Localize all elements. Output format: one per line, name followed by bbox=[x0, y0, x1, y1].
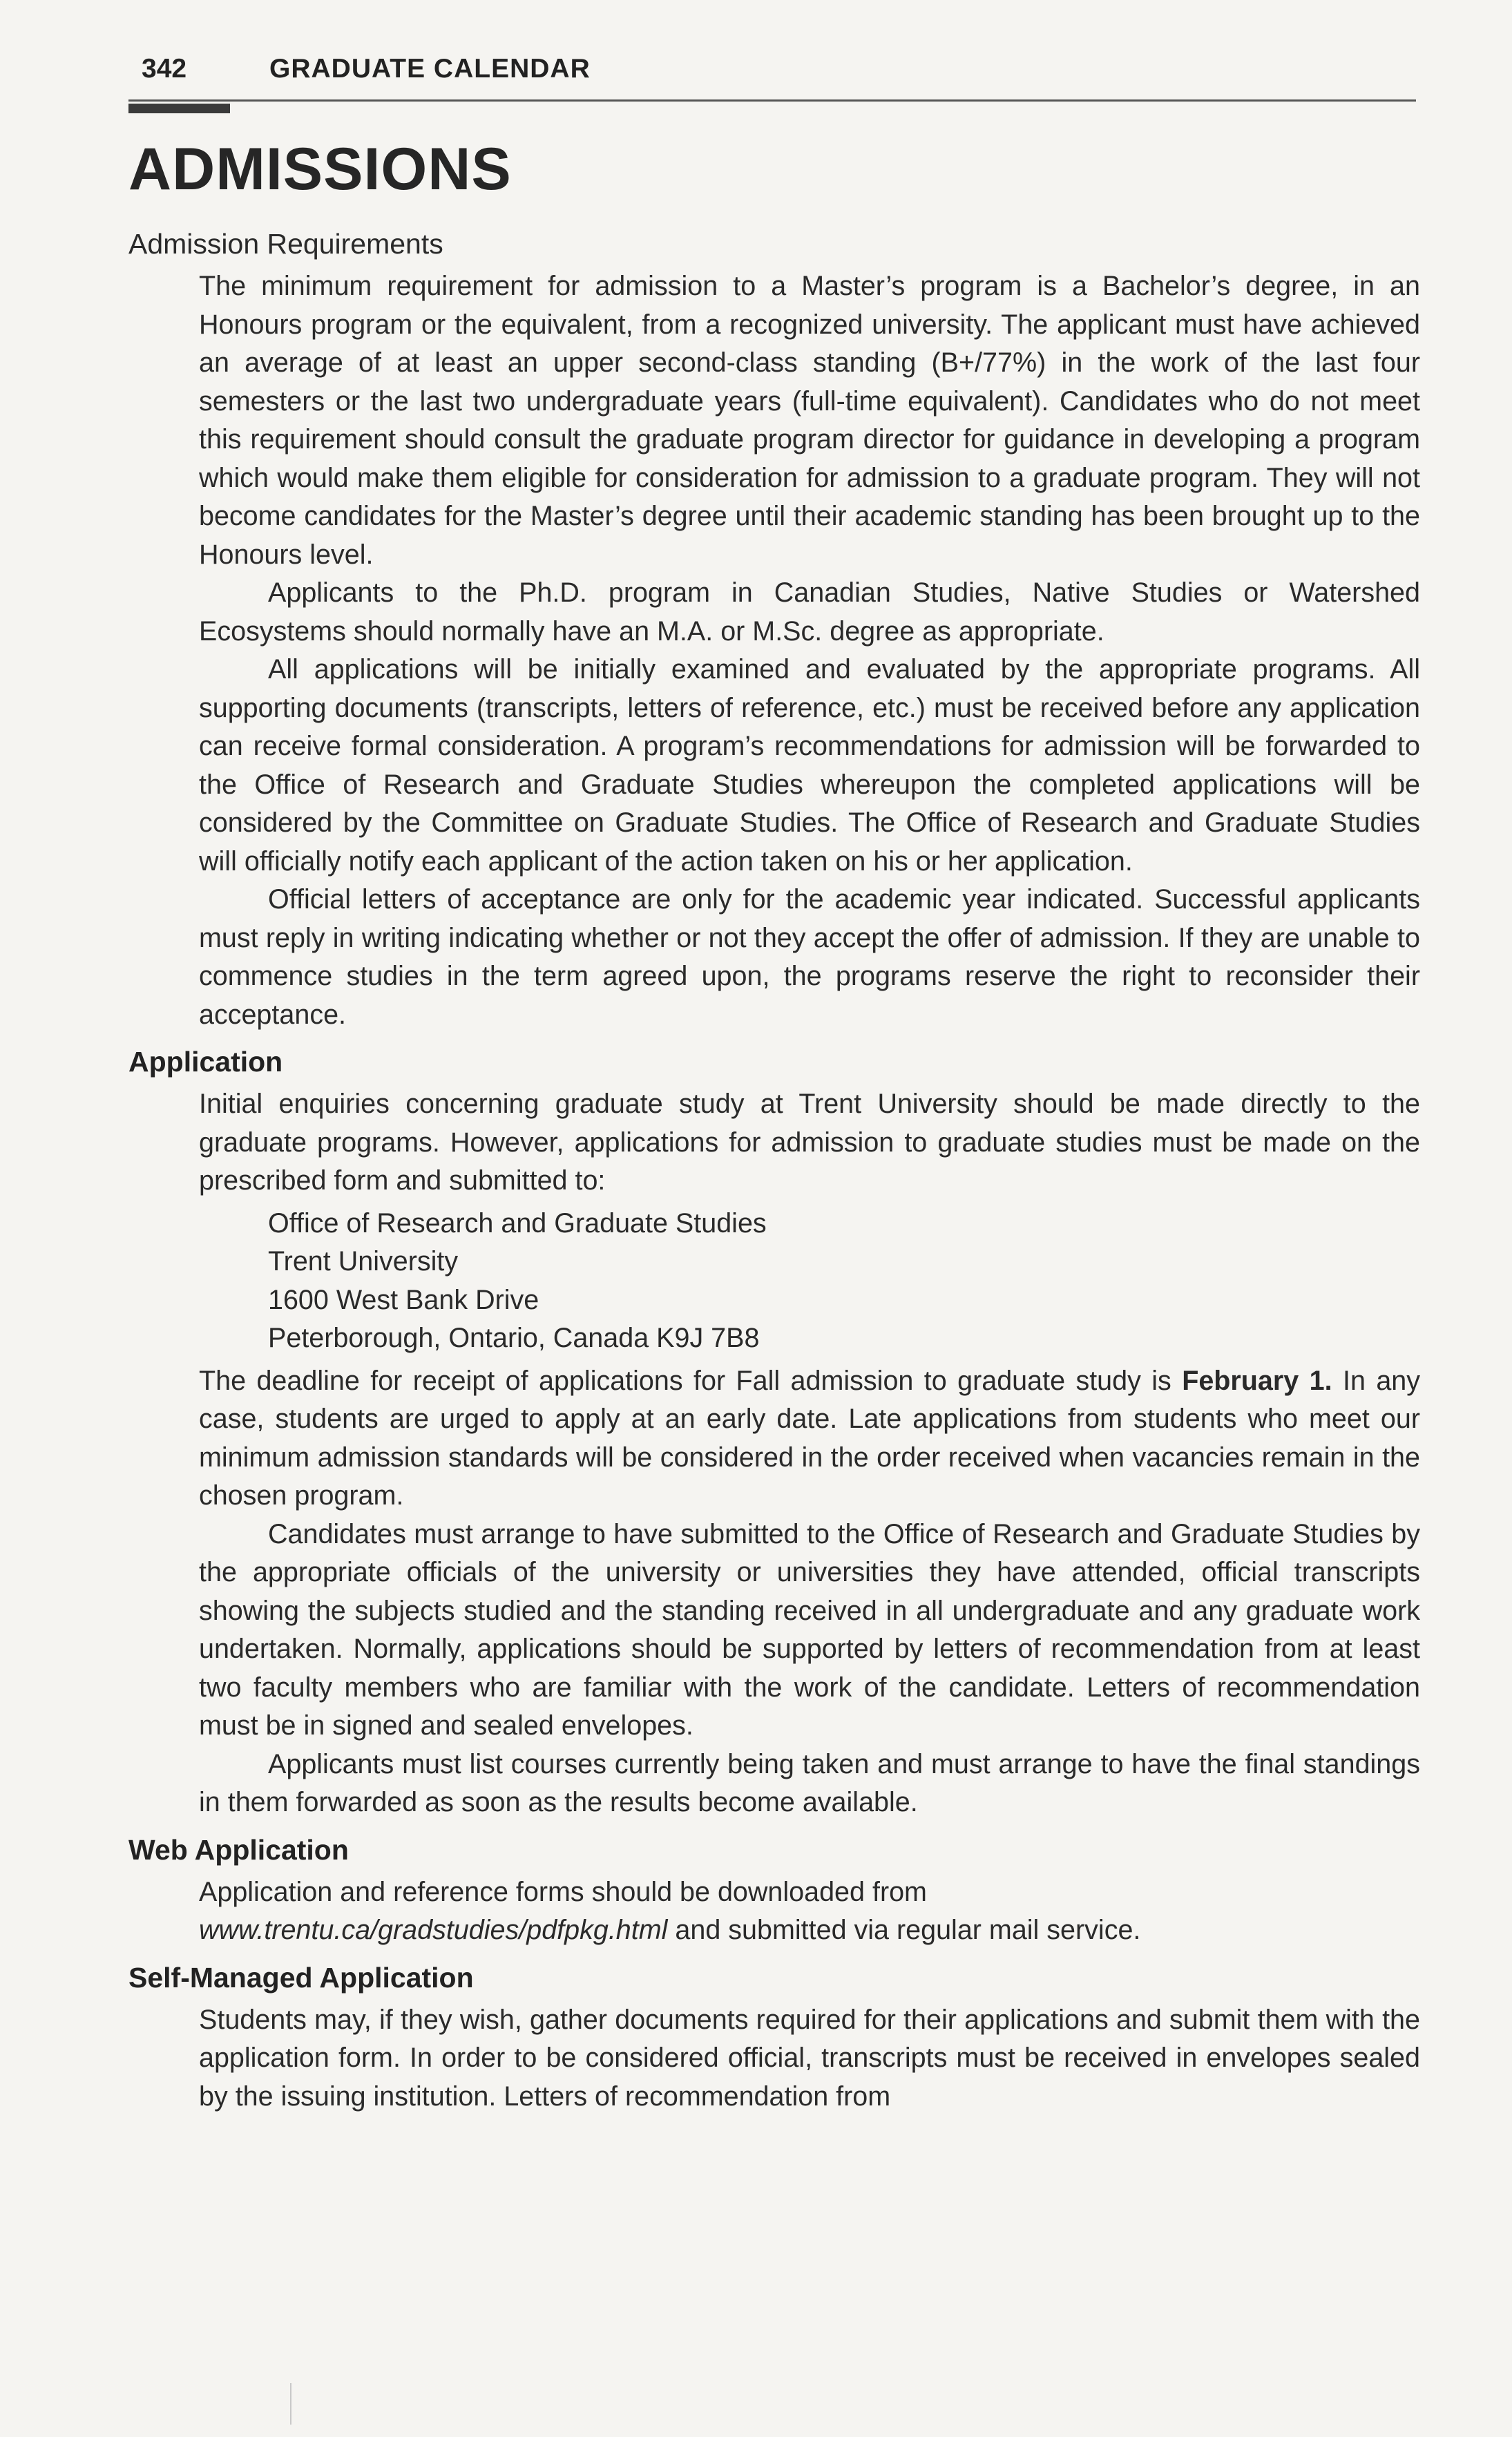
paragraph: All applications will be initially examined and evaluated by the appropriate programs. All supporting documents (transcripts, letters of reference, etc.) must be received before any application can receive formal consideration. A program’s recommendations for admission will be forwarded to the Office of Research and Graduate Studies whereupon the completed applications will be considered by the Committee on Graduate Studies. The Office of Research and Graduate Studies will officially notify each applicant of the action taken on his or her application. bbox=[199, 654, 1420, 877]
section-heading-application: Application bbox=[128, 1046, 283, 1078]
mailing-address bbox=[268, 1205, 1420, 1358]
header-rule bbox=[128, 99, 1416, 102]
page-header bbox=[142, 54, 1415, 93]
paragraph: The minimum requirement for admission to a Master’s program is a Bachelor’s degree, in an Honours program or the equivalent, from a recognized university. The applicant must have achieved an average of at least an upper second-class standing (B+/77%) in the work of the last four semesters or the last two undergraduate years (full-time equivalent). Candidates who do not meet this requirement should consult the graduate program director for guidance in developing a program which would make them eligible for consideration for admission to a graduate program. They will not become candidates for the Master’s degree until their academic standing has been brought up to the Honours level. bbox=[199, 271, 1420, 570]
address-line: Peterborough, Ontario, Canada K9J 7B8 bbox=[268, 1323, 760, 1353]
address-line: 1600 West Bank Drive bbox=[268, 1284, 539, 1315]
paragraph: Official letters of acceptance are only for the academic year indicated. Successful applicants must reply in writing indicating whether or not they accept the offer of admission. If they are unable to commence studies in the term agreed upon, the programs reserve the right to reconsider their acceptance. bbox=[199, 884, 1420, 1030]
page-number: 342 bbox=[142, 54, 187, 84]
paragraph-web: Application and reference forms should be downloaded from www.trentu.ca/gradstudies/pdfpkg.html and submitted via regular mail service. bbox=[199, 1876, 1141, 1945]
section-heading-admission-requirements: Admission Requirements bbox=[128, 228, 443, 260]
page-title: ADMISSIONS bbox=[128, 136, 512, 202]
address-line: Office of Research and Graduate Studies bbox=[268, 1207, 767, 1239]
address-line: Trent University bbox=[268, 1246, 459, 1277]
application-body bbox=[199, 1081, 1420, 1822]
admission-requirements-body bbox=[199, 263, 1420, 1034]
paragraph: Students may, if they wish, gather documents required for their applications and submit them with the application form. In order to be considered official, transcripts must be received in envelopes sealed by the issuing institution. Letters of recommendation from bbox=[199, 2004, 1420, 2112]
section-heading-web-application: Web Application bbox=[128, 1833, 349, 1866]
paragraph: Initial enquiries concerning graduate study at Trent University should be made directly to the graduate programs. However, applications for admission to graduate studies must be made on the prescribed form and submitted to: bbox=[199, 1089, 1420, 1196]
header-rule-accent bbox=[128, 104, 230, 113]
paragraph: Applicants must list courses currently being taken and must arrange to have the final standings in them forwarded as soon as the results become available. bbox=[199, 1748, 1420, 1817]
paragraph-deadline: The deadline for receipt of applications for Fall admission to graduate study is February 1. In any case, students are urged to apply at an early date. Late applications from students who meet our minimum admission standards will be considered in the order received when vacancies remain in the chosen program. bbox=[199, 1365, 1421, 1511]
paragraph: Applicants to the Ph.D. program in Canadian Studies, Native Studies or Watershed Ecosystems should normally have an M.A. or M.Sc. degree as appropriate. bbox=[199, 577, 1420, 647]
self-managed-body bbox=[199, 1997, 1420, 2116]
paragraph: Candidates must arrange to have submitted to the Office of Research and Graduate Studies by the appropriate officials of the university or universities they have attended, official transcripts showing the subjects studied and the standing received in all undergraduate and any graduate work undertaken. Normally, applications should be supported by letters of recommendation from at least two faculty members who are familiar with the work of the candidate. Letters of recommendation must be in signed and sealed envelopes. bbox=[199, 1518, 1420, 1741]
web-application-body bbox=[199, 1869, 1420, 1950]
running-title: GRADUATE CALENDAR bbox=[269, 54, 591, 84]
deadline-date: February 1. bbox=[1182, 1365, 1332, 1396]
section-heading-self-managed-application: Self-Managed Application bbox=[128, 1961, 474, 1994]
page-content bbox=[128, 224, 1420, 2116]
forms-url[interactable]: www.trentu.ca/gradstudies/pdfpkg.html bbox=[199, 1915, 668, 1945]
scan-mark bbox=[290, 2383, 291, 2425]
